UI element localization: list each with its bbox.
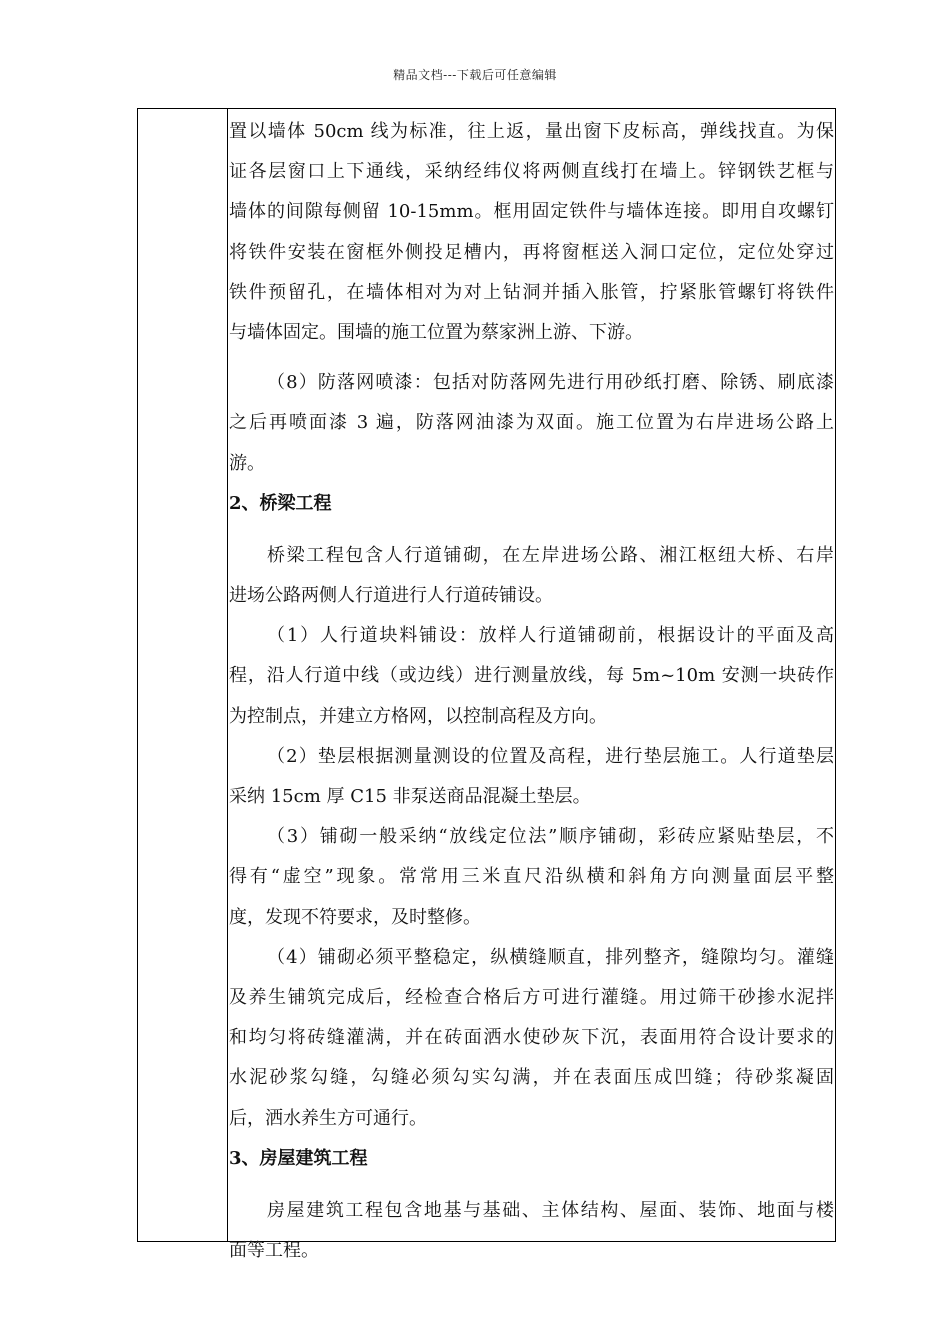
paragraph-block-paving [229, 616, 834, 737]
text-line: （3）铺砌一般采纳“放线定位法”顺序铺砌，彩砖应紧贴垫层，不 [267, 826, 834, 848]
page-header: 精品文档---下载后可任意编辑 [393, 68, 557, 82]
text-line: 水泥砂浆勾缝，勾缝必须勾实勾满，并在表面压成凹缝；待砂浆凝固 [229, 1067, 834, 1089]
text-line: 将铁件安装在窗框外侧投足槽内，再将窗框送入洞口定位，定位处穿过 [229, 241, 834, 263]
text-line: 及养生铺筑完成后，经检查合格后方可进行灌缝。用过筛干砂掺水泥拌 [229, 986, 834, 1008]
text-line: 程，沿人行道中线（或边线）进行测量放线，每 5m~10m 安测一块砖作 [229, 665, 835, 687]
text-line: 和均匀将砖缝灌满，并在砖面洒水使砂灰下沉，表面用符合设计要求的 [229, 1027, 834, 1049]
text-line: （2）垫层根据测量测设的位置及高程，进行垫层施工。人行道垫层 [267, 745, 834, 767]
column-divider [227, 109, 228, 1241]
text-line: 游。 [229, 452, 265, 474]
content-cell [229, 112, 834, 1271]
text-line: 采纳 15cm 厚 C15 非泵送商品混凝土垫层。 [229, 786, 591, 807]
text-line: 得有“虚空”现象。常常用三米直尺沿纵横和斜角方向测量面层平整 [229, 866, 834, 888]
text-line: （1）人行道块料铺设：放样人行道铺砌前，根据设计的平面及高 [267, 625, 834, 647]
text-line: 面等工程。 [229, 1240, 319, 1262]
section-heading-building: 3、房屋建筑工程 [229, 1147, 368, 1169]
text-line: （4）铺砌必须平整稳定，纵横缝顺直，排列整齐，缝隙均匀。灌缝 [267, 946, 834, 968]
text-line: 之后再喷面漆 3 遍，防落网油漆为双面。施工位置为右岸进场公路上 [229, 412, 834, 434]
paragraph-bridge-intro [229, 536, 834, 616]
text-line: 置以墙体 50cm 线为标准，往上返，量出窗下皮标高，弹线找直。为保 [229, 121, 834, 142]
paragraph-laying-method [229, 817, 834, 938]
text-line: 墙体的间隙每侧留 10-15mm。框用固定铁件与墙体连接。即用自攻螺钉 [229, 201, 834, 223]
paragraph-cushion-layer [229, 737, 834, 817]
section-heading-bridge: 2、桥梁工程 [229, 492, 332, 514]
text-line: 进场公路两侧人行道进行人行道砖铺设。 [229, 585, 553, 607]
content-table [137, 108, 836, 1262]
text-line: 为控制点，并建立方格网，以控制高程及方向。 [229, 705, 607, 727]
text-line: 铁件预留孔，在墙体相对为对上钻洞并插入胀管，拧紧胀管螺钉将铁件 [229, 281, 834, 303]
text-line: 度，发现不符要求，及时整修。 [229, 906, 481, 928]
text-line: 房屋建筑工程包含地基与基础、主体结构、屋面、装饰、地面与楼 [267, 1199, 834, 1221]
text-line: 与墙体固定。围墙的施工位置为蔡家洲上游、下游。 [229, 321, 643, 343]
paragraph-fall-net-paint [229, 363, 834, 484]
text-line: 后，洒水养生方可通行。 [229, 1107, 427, 1129]
text-line: 证各层窗口上下通线，采纳经纬仪将两侧直线打在墙上。锌钢铁艺框与 [229, 161, 834, 183]
paragraph-building-intro [229, 1191, 834, 1271]
paragraph-joint-filling [229, 938, 834, 1139]
text-line: （8）防落网喷漆：包括对防落网先进行用砂纸打磨、除锈、刷底漆 [267, 372, 834, 394]
paragraph-window-install [229, 112, 834, 353]
text-line: 桥梁工程包含人行道铺砌，在左岸进场公路、湘江枢纽大桥、右岸 [267, 544, 834, 566]
